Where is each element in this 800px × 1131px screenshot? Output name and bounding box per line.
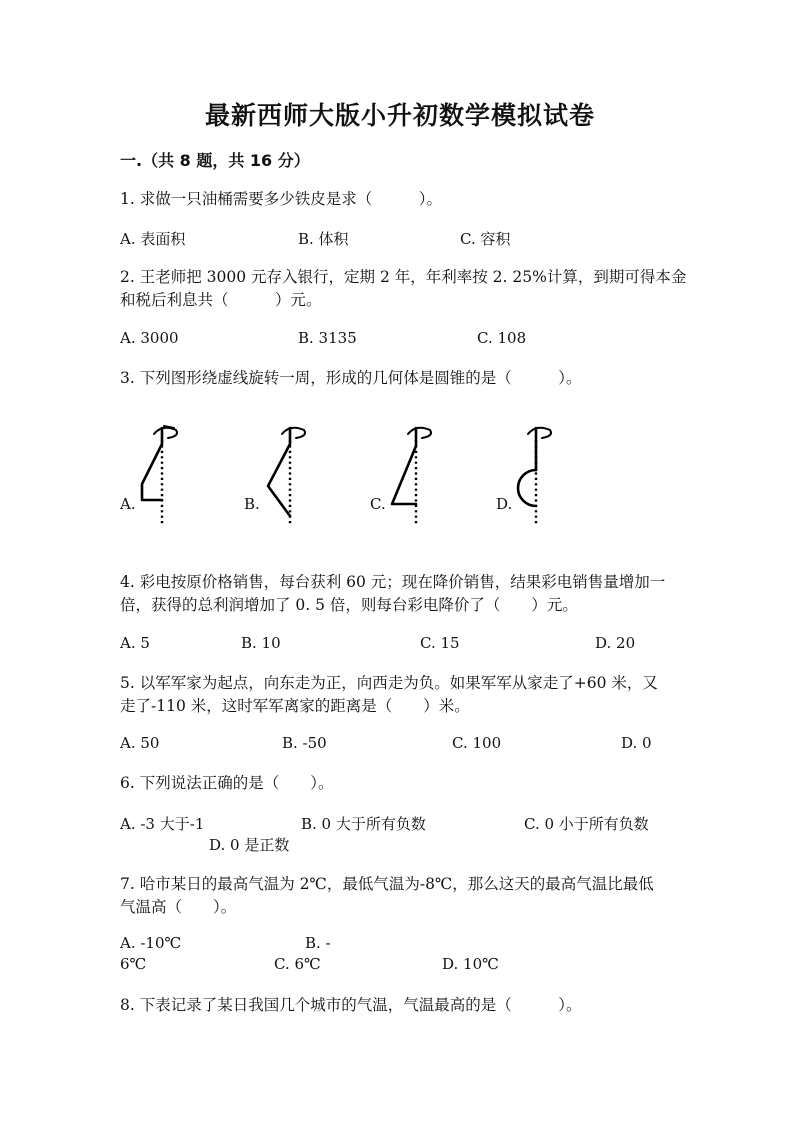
q5-option-d: D. 0 <box>621 734 652 752</box>
figure-d-shape <box>518 428 551 506</box>
question-4-stem-line1: 4. 彩电按原价格销售，每台获利 60 元；现在降价销售，结果彩电销售量增加一 <box>120 573 666 591</box>
question-3-stem: 3. 下列图形绕虚线旋转一周，形成的几何体是圆锥的是（ ）。 <box>120 369 582 387</box>
q6-option-c: C. 0 小于所有负数 <box>524 815 649 833</box>
q4-option-b: B. 10 <box>241 634 281 652</box>
q3-option-a: A. <box>120 495 136 513</box>
q3-option-c: C. <box>370 495 386 513</box>
q2-option-b: B. 3135 <box>298 329 357 347</box>
page-title: 最新西师大版小升初数学模拟试卷 <box>204 101 595 130</box>
q4-option-c: C. 15 <box>420 634 460 652</box>
q4-option-a: A. 5 <box>120 634 150 652</box>
q7-option-c: C. 6℃ <box>274 955 321 973</box>
question-7-stem-line2: 气温高（ ）。 <box>120 898 237 916</box>
question-2-stem-line2: 和税后利息共（ ）元。 <box>120 291 322 309</box>
q5-option-c: C. 100 <box>452 734 502 752</box>
question-5-stem-line2: 走了-110 米，这时军军离家的距离是（ ）米。 <box>120 697 470 715</box>
q2-option-c: C. 108 <box>477 329 527 347</box>
question-2-stem-line1: 2. 王老师把 3000 元存入银行，定期 2 年，年利率按 2. 25%计算，到期可得本金 <box>120 268 687 286</box>
q6-option-b: B. 0 大于所有负数 <box>301 815 426 833</box>
figure-b-shape <box>268 428 305 516</box>
question-1-stem: 1. 求做一只油桶需要多少铁皮是求（ ）。 <box>120 190 442 208</box>
figure-c-shape <box>392 428 431 504</box>
question-4-stem-line2: 倍，获得的总利润增加了 0. 5 倍，则每台彩电降价了（ ）元。 <box>120 596 578 614</box>
q7-option-b-part2: 6℃ <box>120 955 147 973</box>
q4-option-d: D. 20 <box>595 634 636 652</box>
q7-option-b-part1: B. - <box>305 934 331 952</box>
q2-option-a: A. 3000 <box>120 329 179 347</box>
q3-option-b: B. <box>244 495 260 513</box>
q7-option-a: A. -10℃ <box>120 934 182 952</box>
q5-option-a: A. 50 <box>120 734 160 752</box>
question-8-stem: 8. 下表记录了某日我国几个城市的气温，气温最高的是（ ）。 <box>120 996 582 1014</box>
q5-option-b: B. -50 <box>282 734 327 752</box>
q1-option-c: C. 容积 <box>460 230 511 248</box>
q3-option-d: D. <box>496 495 513 513</box>
q6-option-d: D. 0 是正数 <box>209 836 290 854</box>
question-6-stem: 6. 下列说法正确的是（ ）。 <box>120 774 334 792</box>
section-heading: 一.（共 8 题，共 16 分） <box>120 151 310 170</box>
q7-option-d: D. 10℃ <box>442 955 499 973</box>
q1-option-b: B. 体积 <box>298 230 349 248</box>
q1-option-a: A. 表面积 <box>120 230 186 248</box>
rotation-figures <box>118 416 588 528</box>
figure-a-shape <box>142 426 177 500</box>
question-5-stem-line1: 5. 以军军家为起点，向东走为正，向西走为负。如果军军从家走了+60 米，又 <box>120 674 658 692</box>
question-7-stem-line1: 7. 哈市某日的最高气温为 2℃，最低气温为-8℃，那么这天的最高气温比最低 <box>120 875 654 893</box>
q6-option-a: A. -3 大于-1 <box>120 815 205 833</box>
